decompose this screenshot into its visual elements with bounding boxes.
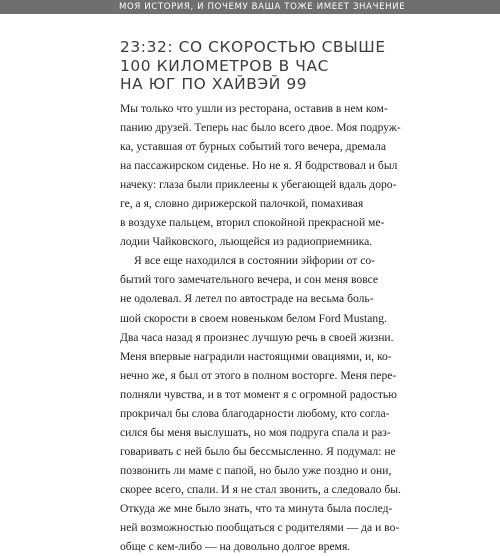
text-line: нечно же, я был от этого в полном восторге. Меня пере- [120,368,397,382]
text-line: полняли чувства, и в тот момент я с огромной радостью [120,387,397,401]
text-line: позвонить ли маме с папой, но было уже поздно и они, [120,463,392,477]
chapter-title-line: 100 КИЛОМЕТРОВ В ЧАС [120,56,329,75]
running-head: МОЯ ИСТОРИЯ, И ПОЧЕМУ ВАША ТОЖЕ ИМЕЕТ ЗНАЧЕНИЕ [0,0,500,14]
text-line: в воздухе пальцем, вторил спокойной прекрасной ме- [120,216,385,230]
text-line: на пассажирском сиденье. Но не я. Я бодрствовал и был [120,159,398,173]
text-line: обще с кем-либо — на довольно долгое время. [120,540,351,554]
text-line: говаривать с ней было бы бессмысленно. Я подумал: не [120,444,396,458]
text-line: ней возможностью пообщаться с родителями — да и во- [120,521,400,535]
text-line: Мы только что ушли из ресторана, оставив в нем ком- [120,102,388,115]
text-line: начеку: глаза были приклеены к убегающей вдаль доро- [120,178,397,192]
text-line: бытий того замечательного вечера, и сон меня вовсе [120,273,379,287]
paragraph-2 [120,251,402,556]
text-line: Я все еще находился в состоянии эйфории от со- [134,254,376,268]
text-line: ге, а я, словно дирижерской палочкой, помахивая [120,197,364,211]
body-text [120,99,402,556]
text-line: не одолевал. Я летел по автострадe на весьма боль- [120,292,374,306]
paragraph-1 [120,99,402,251]
footer-divider [168,497,354,498]
text-line: лодии Чайковского, льющейся из радиоприемника. [120,235,373,249]
text-line: Меня впервые наградили настоящими овациями, и, ко- [120,349,392,363]
text-line: сился бы меня выслушать, но моя подруга спала и раз- [120,425,391,439]
chapter-title-line: НА ЮГ ПО ХАЙВЭЙ 99 [120,75,308,94]
text-line: Два часа назад я произнес лучшую речь в своей жизни. [120,330,394,344]
text-line: ка, уставшая от бурных событий того вечера, дремала [120,140,386,154]
chapter-title-line: 23:32: СО СКОРОСТЬЮ СВЫШЕ [120,38,386,56]
text-line: панию друзей. Теперь нас было всего двое. Моя подруж- [120,121,401,135]
text-line: прокричал бы слова благодарности любому, кто согла- [120,406,390,420]
text-line: Откуда же мне было знать, что та минута была послед- [120,501,393,515]
text-line: шой скорости в своем новеньком белом Ford Mustang. [120,311,387,325]
chapter-title [120,38,400,94]
text-line: скорее всего, спали. И я не стал звонить, а следовало бы. [120,482,401,496]
